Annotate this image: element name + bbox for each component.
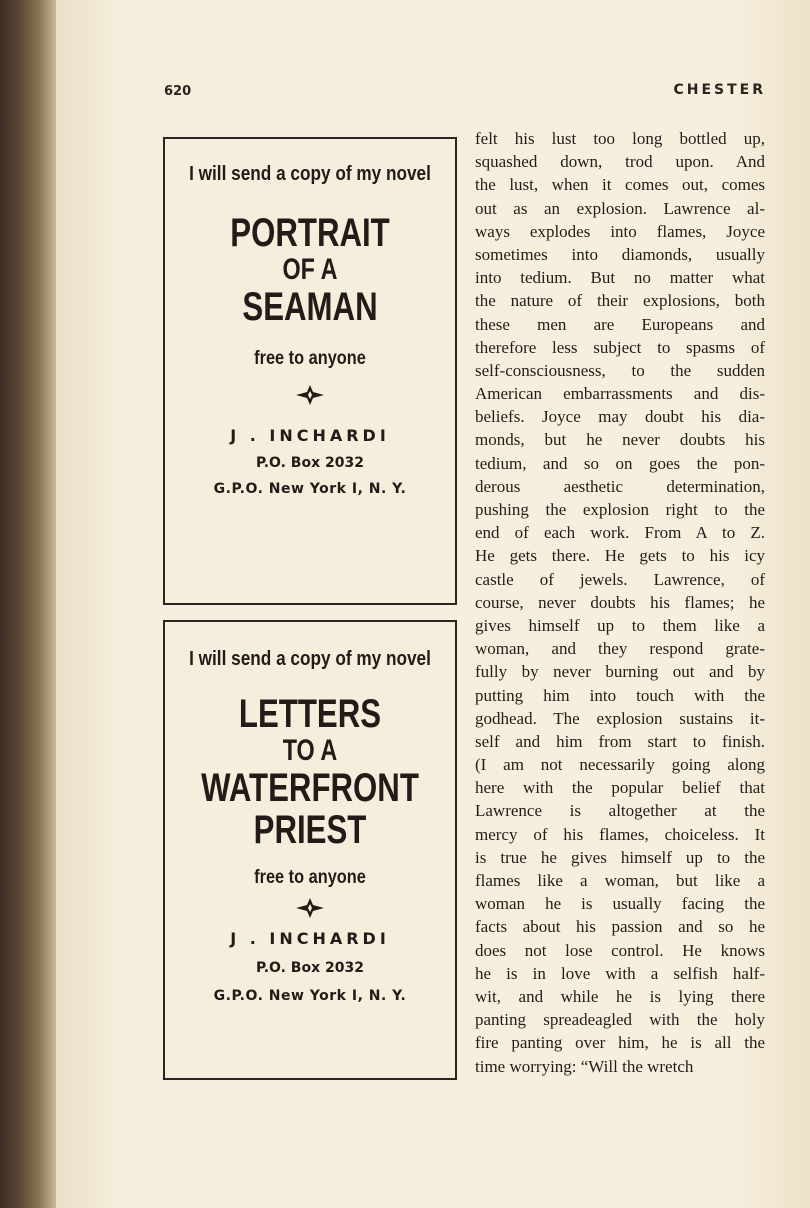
body-text-line: the lust, when it comes out, comes xyxy=(475,175,765,195)
advertisement-letters-to-a-waterfront-priest xyxy=(163,620,457,1080)
ad-po-box: P.O. Box 2032 xyxy=(256,454,364,471)
body-text-line: end of each work. From A to Z. xyxy=(475,523,765,543)
ad-free-text: free to anyone xyxy=(254,866,366,888)
ad-offer-text: I will send a copy of my novel xyxy=(189,648,431,670)
ad-author-name: J . INCHARDI xyxy=(230,425,390,445)
body-text-line: self and him from start to finish. xyxy=(475,731,765,751)
running-head: CHESTER xyxy=(673,82,766,98)
body-text-line: ways explodes into flames, Joyce xyxy=(475,221,765,241)
body-text-line: out as an explosion. Lawrence al- xyxy=(475,198,765,218)
ad-po-box: P.O. Box 2032 xyxy=(256,959,364,976)
body-text-line: therefore less subject to spasms of xyxy=(475,337,765,357)
body-text-line: American embarrassments and dis- xyxy=(475,384,765,404)
body-text-line: (I am not necessarily going along xyxy=(475,755,765,775)
body-text-line: woman he is usually facing the xyxy=(475,894,765,914)
ad-title-line: OF A xyxy=(282,253,338,286)
body-text-line: derous aesthetic determination, xyxy=(475,476,765,496)
body-text-line: here with the popular belief that xyxy=(475,778,765,798)
body-text-line: does not lose control. He knows xyxy=(475,940,765,960)
advertisement-portrait-of-a-seaman xyxy=(163,137,457,605)
body-text-line: putting him into touch with the xyxy=(475,685,765,705)
body-text-line: flames like a woman, but like a xyxy=(475,871,765,890)
body-text-column xyxy=(475,127,765,1078)
body-text-line: the nature of their explosions, both xyxy=(475,291,765,311)
page-number: 620 xyxy=(164,84,192,99)
ad-title-line: PRIEST xyxy=(253,807,367,852)
body-text-line: course, never doubts his flames; he xyxy=(475,592,765,612)
body-text-line: beliefs. Joyce may doubt his dia- xyxy=(475,407,765,427)
body-text-line: time worrying: “Will the wretch xyxy=(475,1056,694,1076)
ad-free-text: free to anyone xyxy=(254,347,366,369)
body-text-line: sometimes into diamonds, usually xyxy=(475,244,765,264)
ad-title-line: TO A xyxy=(282,734,338,767)
body-text-line: wit, and while he is lying there xyxy=(475,986,765,1006)
body-text-line: tedium, and so on goes the pon- xyxy=(475,453,765,473)
body-text-line: fire panting over him, he is all the xyxy=(475,1033,765,1053)
diamond-star-ornament-icon xyxy=(165,384,455,406)
body-text-line: felt his lust too long bottled up, xyxy=(475,129,765,148)
diamond-star-ornament-icon xyxy=(165,897,455,919)
ad-author-name: J . INCHARDI xyxy=(230,928,390,948)
body-text-line: godhead. The explosion sustains it- xyxy=(475,708,765,728)
body-text-line: squashed down, trod upon. And xyxy=(475,152,765,172)
ad-city-address: G.P.O. New York I, N. Y. xyxy=(213,480,407,497)
body-text-line: he is in love with a selfish half- xyxy=(475,963,765,983)
body-text-line: castle of jewels. Lawrence, of xyxy=(475,569,765,589)
ad-offer-text: I will send a copy of my novel xyxy=(189,163,431,185)
body-text-line: monds, but he never doubts his xyxy=(475,430,765,450)
body-text-line: is true he gives himself up to the xyxy=(475,847,765,867)
body-text-line: into tedium. But no matter what xyxy=(475,268,765,288)
ad-title-line: LETTERS xyxy=(238,692,382,736)
body-text-line: mercy of his flames, choiceless. It xyxy=(475,824,765,844)
body-text-line: pushing the explosion right to the xyxy=(475,500,765,519)
ad-title-line: SEAMAN xyxy=(242,284,378,329)
body-text-line: woman, and they respond grate- xyxy=(475,639,765,659)
body-text-line: panting spreadeagled with the holy xyxy=(475,1010,765,1030)
body-text-line: Lawrence is altogether at the xyxy=(475,801,765,821)
ad-title-line: PORTRAIT xyxy=(230,211,390,255)
ad-title-line: WATERFRONT xyxy=(201,765,419,810)
body-text-line: He gets there. He gets to his icy xyxy=(475,546,765,566)
body-text-line: facts about his passion and so he xyxy=(475,917,765,937)
body-text-line: fully by never burning out and by xyxy=(475,662,765,682)
body-text-line: self-consciousness, to the sudden xyxy=(475,360,765,380)
book-spine xyxy=(0,0,56,1208)
body-text-line: these men are Europeans and xyxy=(475,314,765,334)
ad-city-address: G.P.O. New York I, N. Y. xyxy=(213,987,407,1004)
body-text-line: gives himself up to them like a xyxy=(475,615,765,635)
